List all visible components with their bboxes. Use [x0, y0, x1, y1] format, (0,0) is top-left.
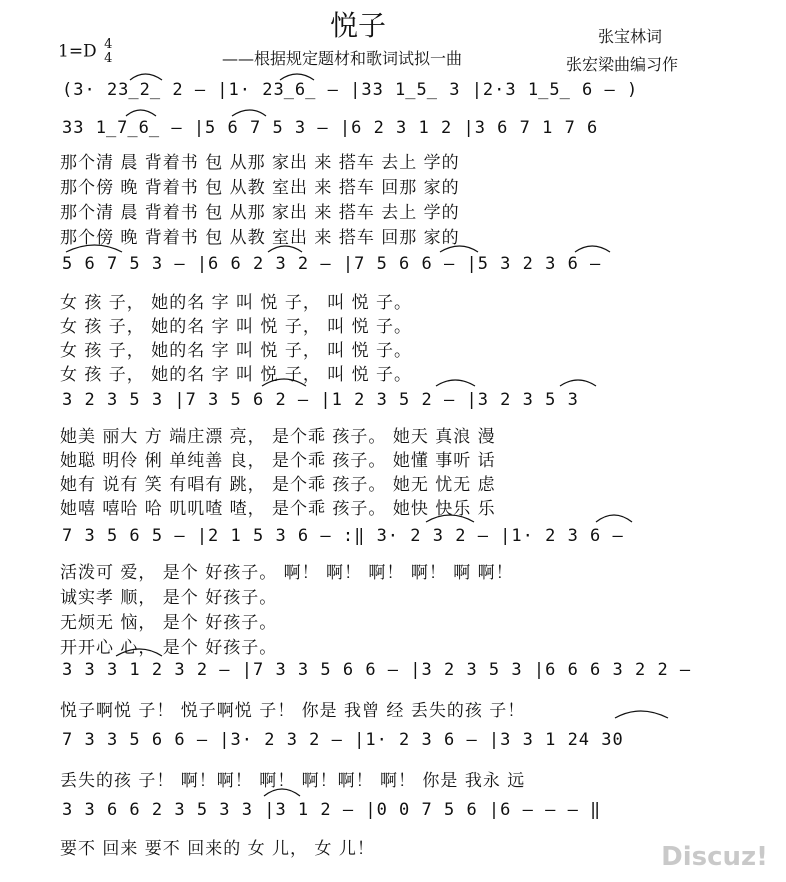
time-signature-top: 4 [104, 37, 113, 52]
slur [262, 379, 306, 386]
key-label: 1=D [58, 41, 97, 62]
slur [116, 649, 162, 656]
lyric-line: 她美 丽大 方 端庄漂 亮， 是个乖 孩子。 她天 真浪 漫 [60, 427, 496, 447]
notes-row: 3 2 3 5 3 |7 3 5 6 2 – |1 2 3 5 2 – |3 2 3 5 3 [62, 390, 579, 410]
lyric-line: 那个清 晨 背着书 包 从那 家出 来 搭车 去上 学的 [60, 203, 460, 223]
lyric-line: 悦子啊悦 子！ 悦子啊悦 子！ 你是 我曾 经 丢失的孩 子！ [60, 701, 526, 721]
slur [575, 246, 610, 252]
lyric-line: 丢失的孩 子！ 啊！啊！ 啊！ 啊！啊！ 啊！ 你是 我永 远 [60, 771, 526, 791]
lyric-line: 女 孩 子， 她的名 字 叫 悦 子， 叫 悦 子。 [60, 365, 413, 385]
slur [560, 380, 596, 386]
notes-row: 3 3 6 6 2 3 5 3 3 |3 1 2 – |0 0 7 5 6 |6 – – – ‖ [62, 800, 602, 820]
slur [440, 246, 478, 252]
slur [436, 380, 475, 386]
slur [126, 110, 156, 116]
lyric-line: 她嘻 嘻哈 哈 叽叽喳 喳， 是个乖 孩子。 她快 快乐 乐 [60, 499, 496, 519]
notes-row: 7 3 5 6 5 – |2 1 5 3 6 – :‖ 3· 2 3 2 – |1· 2 3 6 – [62, 526, 624, 546]
lyric-line: 那个清 晨 背着书 包 从那 家出 来 搭车 去上 学的 [60, 153, 460, 173]
lyric-line: 女 孩 子， 她的名 字 叫 悦 子， 叫 悦 子。 [60, 341, 413, 361]
lyric-line: 开开心 心， 是个 好孩子。 [60, 638, 278, 658]
lyric-line: 她有 说有 笑 有唱有 跳， 是个乖 孩子。 她无 忧无 虑 [60, 475, 496, 495]
slur [615, 711, 668, 718]
lyric-line: 女 孩 子， 她的名 字 叫 悦 子， 叫 悦 子。 [60, 317, 413, 337]
lyric-line: 女 孩 子， 她的名 字 叫 悦 子， 叫 悦 子。 [60, 293, 413, 313]
lyric-line: 无烦无 恼， 是个 好孩子。 [60, 613, 278, 633]
time-signature-bottom: 4 [104, 51, 113, 66]
slur [426, 515, 474, 522]
notes-row: 5 6 7 5 3 – |6 6 2 3 2 – |7 5 6 6 – |5 3 2 3 6 – [62, 254, 602, 274]
lyric-line: 要不 回来 要不 回来的 女 儿， 女 儿！ [60, 839, 375, 859]
subtitle: ——根据规定题材和歌词试拟一曲 [222, 49, 463, 68]
composer-credit: 张宏梁曲编习作 [566, 55, 679, 74]
page-title: 悦子 [330, 9, 387, 42]
lyric-line: 那个傍 晚 背着书 包 从教 室出 来 搭车 回那 家的 [60, 178, 460, 198]
lyric-line: 活泼可 爱， 是个 好孩子。 啊！ 啊！ 啊！ 啊！ 啊 啊！ [60, 563, 514, 583]
lyric-line: 那个傍 晚 背着书 包 从教 室出 来 搭车 回那 家的 [60, 228, 460, 248]
slur [232, 110, 266, 116]
notes-row: 3 3 3 1 2 3 2 – |7 3 3 5 6 6 – |3 2 3 5 3 |6 6 6 3 2 2 – [62, 660, 692, 680]
slur [596, 515, 632, 522]
slur [130, 74, 162, 80]
lyric-line: 她聪 明伶 俐 单纯善 良， 是个乖 孩子。 她懂 事听 话 [60, 451, 496, 471]
notes-row: (3· 23̲2̲ 2 – |1· 23̲6̲ – |33 1̲5̲ 3 |2·3 1̲5̲ 6 – ) [62, 80, 639, 100]
slur [280, 74, 314, 80]
notes-row: 33 1̲7̲6̲ – |5 6 7 5 3 – |6 2 3 1 2 |3 6 7 1 7 6 [62, 118, 599, 138]
watermark: Discuz! [661, 842, 768, 872]
slur [268, 246, 302, 252]
notes-row: 7 3 3 5 6 6 – |3· 2 3 2 – |1· 2 3 6 – |3 3 1 24 30 [62, 730, 624, 750]
lyric-line: 诚实孝 顺， 是个 好孩子。 [60, 588, 278, 608]
slur [264, 789, 300, 796]
slur [66, 245, 122, 252]
lyricist-credit: 张宝林词 [598, 27, 663, 46]
